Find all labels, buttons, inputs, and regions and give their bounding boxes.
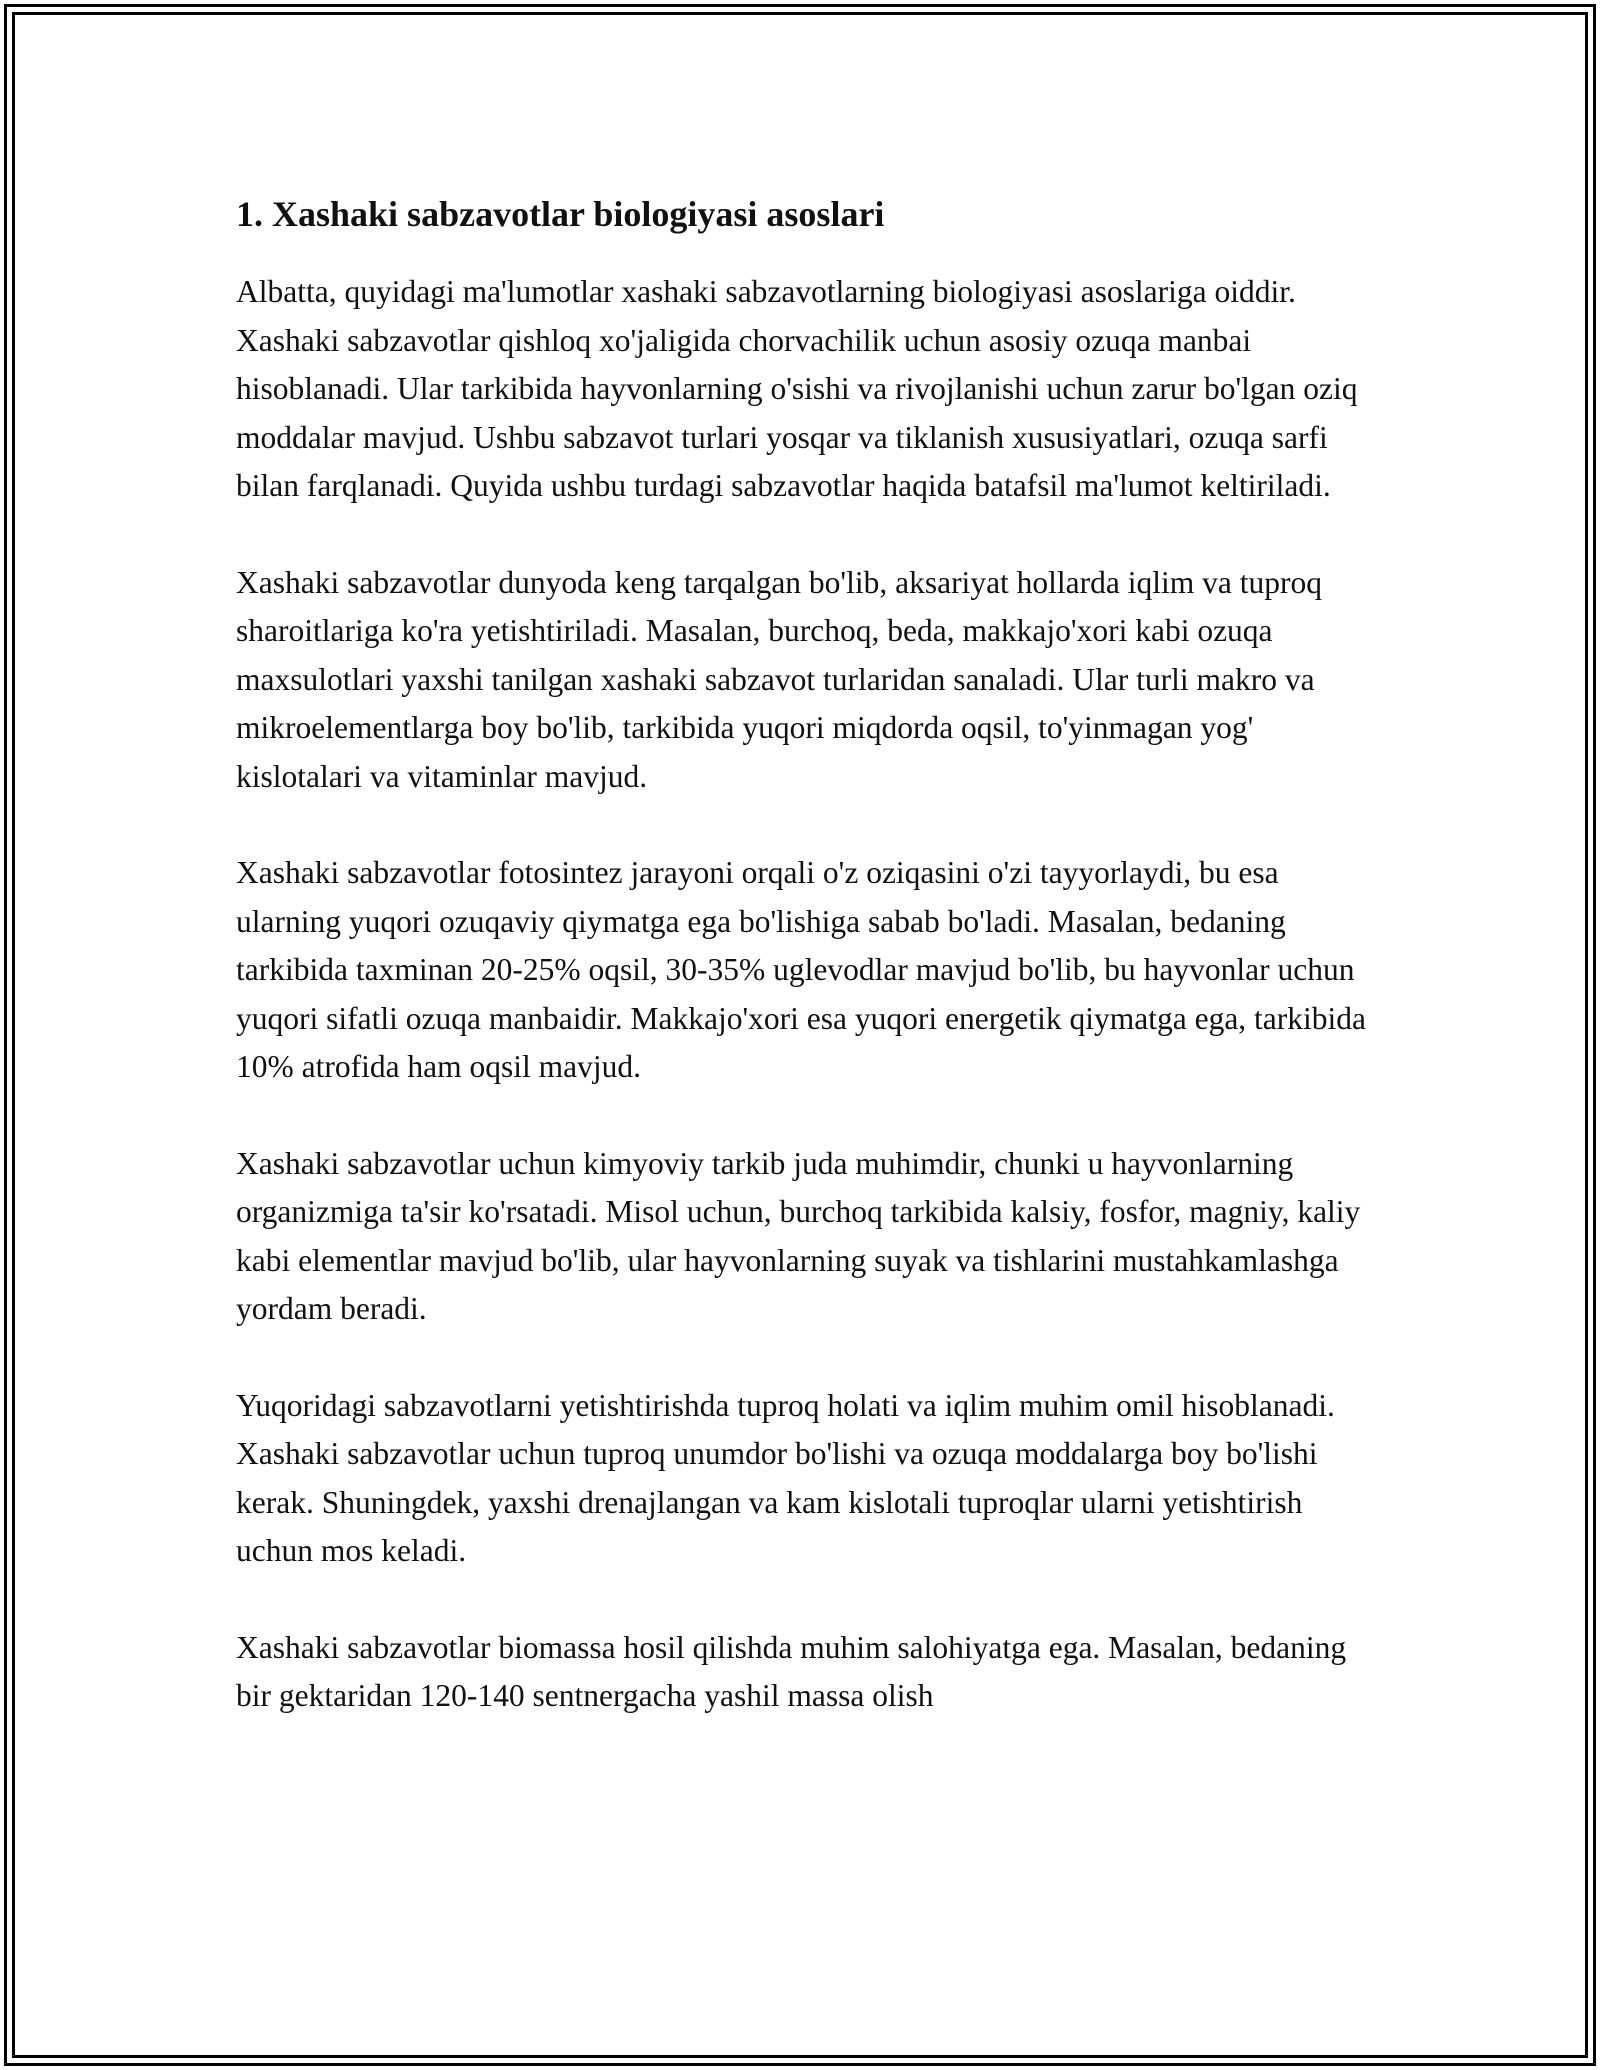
paragraph-3: Xashaki sabzavotlar fotosintez jarayoni orqali o'z oziqasini o'zi tayyorlaydi, bu esa ularning yuqori ozuqaviy qiymatga ega bo'lishiga sabab bo'ladi. Masalan, bedaning tarkibida taxminan 20-25% oqsil, 30-35% uglevodlar mavjud bo'lib, bu hayvonlar uchun yuqori sifatli ozuqa manbaidir. Makkajo'xori esa yuqori energetik qiymatga ega, tarkibida 10% atrofida ham oqsil mavjud. <box>236 855 1367 1084</box>
paragraph-2: Xashaki sabzavotlar dunyoda keng tarqalgan bo'lib, aksariyat hollarda iqlim va tuproq sharoitlariga ko'ra yetishtiriladi. Masalan, burchoq, beda, makkajo'xori kabi ozuqa maxsulotlari yaxshi tanilgan xashaki sabzavot turlaridan sanaladi. Ular turli makro va mikroelementlarga boy bo'lib, tarkibida yuqori miqdorda oqsil, to'yinmagan yog' kislotalari va vitaminlar mavjud. <box>236 564 1322 794</box>
document-body <box>236 186 1376 1769</box>
paragraph-6: Xashaki sabzavotlar biomassa hosil qilishda muhim salohiyatga ega. Masalan, bedaning bir gektaridan 120-140 sentnergacha yashil massa olish <box>236 1629 1347 1713</box>
section-heading: 1. Xashaki sabzavotlar biologiyasi asoslari <box>236 194 885 234</box>
paragraph-1: Albatta, quyidagi ma'lumotlar xashaki sabzavotlarning biologiyasi asoslariga oiddir. Xashaki sabzavotlar qishloq xo'jaligida chorvachilik uchun asosiy ozuqa manbai hisoblanadi. Ular tarkibida hayvonlarning o'sishi va rivojlanishi uchun zarur bo'lgan oziq moddalar mavjud. Ushbu sabzavot turlari yosqar va tiklanish xususiyatlari, ozuqa sarfi bilan farqlanadi. Quyida ushbu turdagi sabzavotlar haqida batafsil ma'lumot keltiriladi. <box>236 274 1358 503</box>
paragraph-5: Yuqoridagi sabzavotlarni yetishtirishda tuproq holati va iqlim muhim omil hisoblanadi. Xashaki sabzavotlar uchun tuproq unumdor bo'lishi va ozuqa moddalarga boy bo'lishi kerak. Shuningdek, yaxshi drenajlangan va kam kislotali tuproqlar ularni yetishtirish uchun mos keladi. <box>236 1387 1335 1568</box>
paragraph-4: Xashaki sabzavotlar uchun kimyoviy tarkib juda muhimdir, chunki u hayvonlarning organizmiga ta'sir ko'rsatadi. Misol uchun, burchoq tarkibida kalsiy, fosfor, magniy, kaliy kabi elementlar mavjud bo'lib, ular hayvonlarning suyak va tishlarini mustahkamlashga yordam beradi. <box>236 1145 1361 1326</box>
